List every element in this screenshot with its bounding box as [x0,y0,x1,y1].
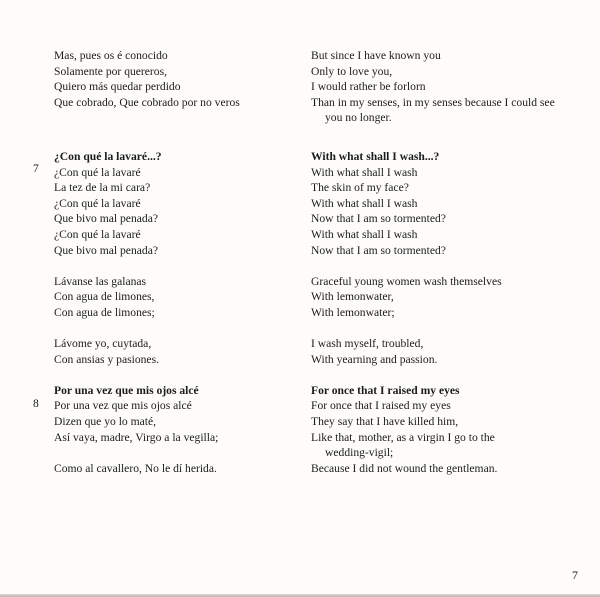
verse-line: Mas, pues os é conocido [54,49,168,62]
english-stanza-4 [311,336,573,367]
verse-line: Con agua de limones; [54,305,155,319]
verse-line: For once that I raised my eyes [311,399,451,413]
verse-line: Solamente por quereros, [54,64,168,78]
verse-line: With lemonwater, [311,290,394,304]
verse-line: With what shall I wash [311,196,418,210]
verse-line: I wash myself, troubled, [311,337,424,351]
spanish-stanza-2 [54,165,284,259]
verse-line: Así vaya, madre, Virgo a la vegilla; [54,430,219,444]
english-column [311,48,573,476]
verse-line: With yearning and passion. [311,352,438,366]
verse-line: But since I have known you [311,49,441,62]
song-title-7-spanish: ¿Con qué la lavaré...? [54,149,162,163]
song-title-8-english: For once that I raised my eyes [311,383,460,397]
song-title-7-english: With what shall I wash...? [311,149,440,163]
english-stanza-5 [311,398,573,460]
verse-line: Only to love you, [311,64,393,78]
spanish-stanza-6 [54,461,284,477]
verse-line: Con agua de limones, [54,290,155,304]
verse-line: La tez de la mi cara? [54,181,151,195]
verse-line: Now that I am so tormented? [311,243,446,257]
track-number-7: 7 [33,162,39,175]
verse-line: Dizen que yo lo maté, [54,415,157,429]
verse-line: Por una vez que mis ojos alcé [54,399,192,413]
english-stanza-3 [311,274,573,321]
verse-line: With what shall I wash [311,227,418,241]
spanish-stanza-1 [54,48,284,110]
page-number: 7 [572,568,578,582]
english-stanza-1 [311,48,573,126]
verse-line: Quiero más quedar perdido [54,80,181,94]
verse-line: Because I did not wound the gentleman. [311,461,498,475]
verse-line: Lávome yo, cuytada, [54,337,152,351]
verse-line: Now that I am so tormented? [311,212,446,226]
verse-line: Lávanse las galanas [54,274,147,288]
verse-line: Graceful young women wash themselves [311,274,502,288]
song-title-8-spanish: Por una vez que mis ojos alcé [54,383,199,397]
verse-line: I would rather be forlorn [311,80,426,94]
verse-line: ¿Con qué la lavaré [54,227,141,241]
spanish-stanza-3 [54,274,284,321]
spanish-stanza-4 [54,336,284,367]
verse-line: Than in my senses, in my senses because I could see you no longer. [311,95,555,125]
spanish-column [54,48,284,476]
verse-line: Like that, mother, as a virgin I go to the wedding-vigil; [311,430,495,460]
english-stanza-2 [311,165,573,259]
verse-line: Con ansias y pasiones. [54,352,159,366]
verse-line: With what shall I wash [311,165,418,179]
verse-line: The skin of my face? [311,181,409,195]
verse-line: Que bivo mal penada? [54,212,158,226]
verse-line: Que bivo mal penada? [54,243,158,257]
verse-line: With lemonwater; [311,305,395,319]
verse-line: ¿Con qué la lavaré [54,196,141,210]
verse-line: Como al cavallero, No le dí herida. [54,461,217,475]
track-number-8: 8 [33,397,39,410]
verse-line: ¿Con qué la lavaré [54,165,141,179]
verse-line: Que cobrado, Que cobrado por no veros [54,95,240,109]
verse-line: They say that I have killed him, [311,415,459,429]
english-stanza-6 [311,461,573,477]
spanish-stanza-5 [54,398,284,445]
